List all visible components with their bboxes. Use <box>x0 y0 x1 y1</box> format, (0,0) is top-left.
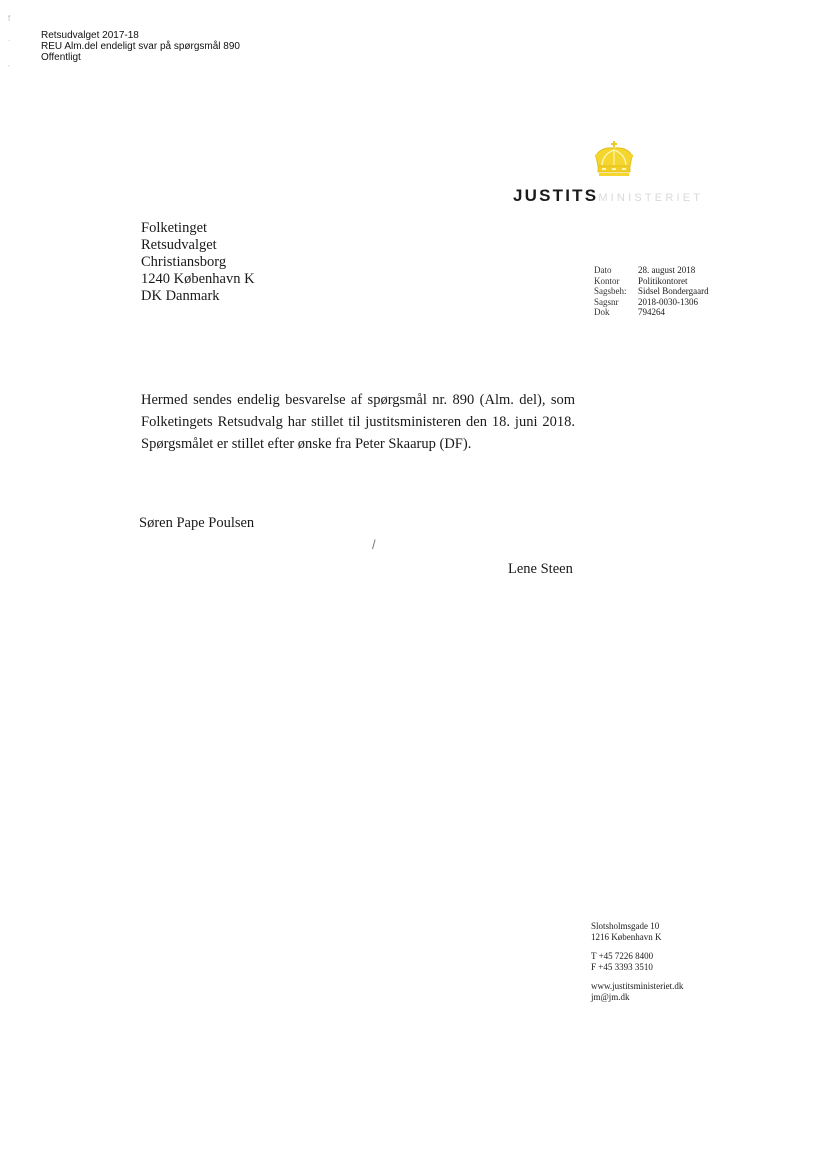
stamp-status: Offentligt <box>41 52 81 63</box>
recipient-line: Christiansborg <box>141 254 227 270</box>
meta-value: 2018-0030-1306 <box>638 296 698 307</box>
recipient-line: DK Danmark <box>141 288 220 304</box>
logo-justits: JUSTITS <box>513 186 599 205</box>
ministry-logo <box>513 186 703 206</box>
signature-separator: / <box>372 537 376 552</box>
contact-phone: T +45 7226 8400 <box>591 951 654 961</box>
meta-row-office <box>594 276 709 287</box>
meta-label: Sagsbeh: <box>594 286 627 296</box>
contact-street: Slotsholmsgade 10 <box>591 921 660 931</box>
contact-email: jm@jm.dk <box>591 992 630 1002</box>
signature-minister: Søren Pape Poulsen <box>139 515 255 531</box>
meta-row-handler <box>594 286 709 297</box>
signature-official: Lene Steen <box>508 561 573 577</box>
contact-fax: F +45 3393 3510 <box>591 962 653 972</box>
meta-value: 28. august 2018 <box>638 265 696 275</box>
meta-value: Politikontoret <box>638 275 688 286</box>
letter-body: Hermed sendes endelig besvarelse af spørgsmål nr. 890 (Alm. del), som Folketingets Retsudvalg har stillet til justitsministeren den 18. juni 2018. Spørgsmålet er stillet efter ønske fra Peter Skaarup (DF). <box>141 392 575 452</box>
contact-website: www.justitsministeriet.dk <box>591 981 684 991</box>
meta-value: Sidsel Bondergaard <box>638 286 709 296</box>
recipient-address <box>141 220 255 305</box>
meta-label: Dok <box>594 307 610 317</box>
meta-label: Kontor <box>594 275 620 286</box>
meta-value: 794264 <box>638 307 665 317</box>
meta-row-document <box>594 307 709 318</box>
meta-label: Dato <box>594 265 612 275</box>
margin-mark-mid: . <box>8 34 11 43</box>
logo-ministeriet: MINISTERIET <box>598 192 704 204</box>
recipient-line: 1240 København K <box>141 271 255 287</box>
crown-icon <box>590 140 638 180</box>
margin-mark-top: f <box>8 14 11 23</box>
meta-label: Sagsnr <box>594 296 619 307</box>
recipient-line: Folketinget <box>141 220 208 236</box>
contact-city: 1216 København K <box>591 932 662 942</box>
case-metadata <box>594 265 709 318</box>
recipient-line: Retsudvalget <box>141 237 217 253</box>
meta-row-date <box>594 265 709 276</box>
header-stamp <box>41 30 240 63</box>
meta-row-case-number <box>594 297 709 308</box>
margin-mark-low: ’ <box>8 64 10 73</box>
stamp-reference: REU Alm.del endeligt svar på spørgsmål 890 <box>41 41 240 52</box>
stamp-committee: Retsudvalget 2017-18 <box>41 30 139 41</box>
ministry-contact <box>591 921 683 1003</box>
